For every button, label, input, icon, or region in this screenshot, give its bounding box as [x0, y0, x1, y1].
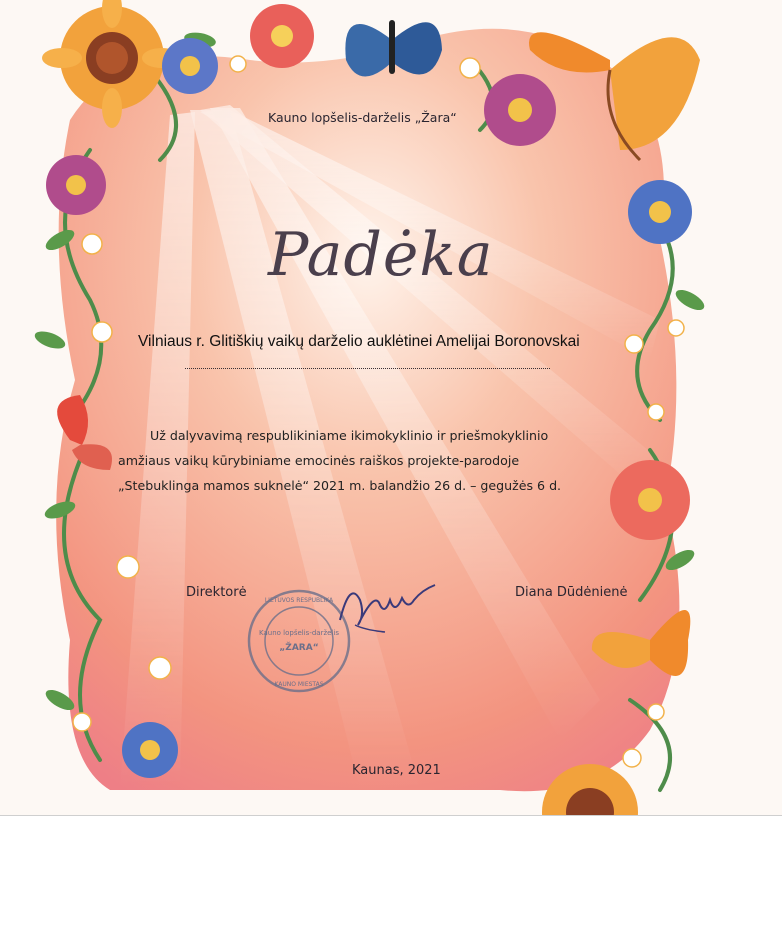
recipient-line: Vilniaus r. Glitiškių vaikų darželio auklėtinei Amelijai Boronovskai: [138, 333, 580, 350]
body-line: „Stebuklinga mamos suknelė“ 2021 m. balandžio 26 d. – gegužės 6 d.: [118, 478, 562, 493]
institution-name: Kauno lopšelis-darželis „Žara“: [268, 110, 457, 125]
stamp-bottom-text: KAUNO MIESTAS: [274, 681, 324, 688]
certificate-title: Padėka: [268, 220, 494, 290]
director-label: Direktorė: [186, 585, 247, 600]
body-line: amžiaus vaikų kūrybiniame emocinės raiškos projekte-parodoje: [118, 453, 520, 468]
signature: [330, 570, 440, 640]
place-date: Kaunas, 2021: [352, 763, 441, 778]
body-line: Už dalyvavimą respublikiniame ikimokyklinio ir priešmokyklinio: [150, 428, 549, 443]
body-text: [118, 423, 646, 498]
page-bottom-edge: [0, 815, 782, 816]
stamp-inner-text: Kauno lopšelis-darželis: [259, 629, 339, 637]
stamp-outer-text: LIETUVOS RESPUBLIKA: [264, 597, 334, 604]
dotted-divider: [185, 368, 550, 369]
director-name: Diana Dūdėnienė: [515, 585, 628, 600]
stamp-center-text: „ŽARA“: [279, 643, 319, 653]
